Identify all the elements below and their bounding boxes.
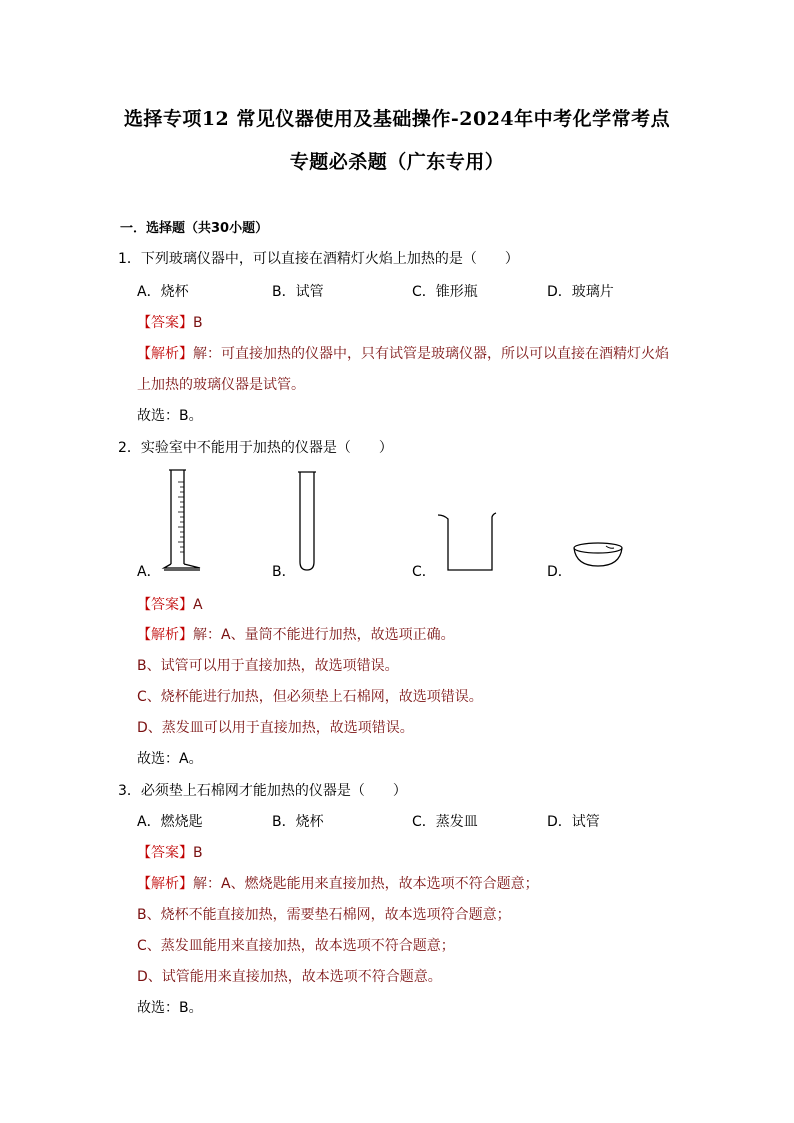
- q1-option-b: B．试管: [272, 284, 324, 300]
- q3-analysis-line1: [137, 873, 539, 893]
- q2-stem: 2．实验室中不能用于加热的仪器是（ ）: [118, 440, 393, 456]
- q3-analysis-line4: D、试管能用来直接加热，故本选项不符合题意。: [137, 969, 442, 985]
- q1-analysis-line2: 上加热的玻璃仪器是试管。: [137, 377, 305, 393]
- answer-value: B: [193, 315, 203, 331]
- q1-option-d: D．玻璃片: [547, 284, 614, 300]
- q2-analysis-line3: C、烧杯能进行加热，但必须垫上石棉网，故选项错误。: [137, 689, 483, 705]
- q1-stem: 1．下列玻璃仪器中，可以直接在酒精灯火焰上加热的是（ ）: [118, 251, 519, 267]
- q2-option-d: D．: [547, 564, 572, 580]
- q2-analysis-line4: D、蒸发皿可以用于直接加热，故选项错误。: [137, 720, 414, 736]
- q2-answer: [137, 594, 203, 614]
- analysis-tag: 【解析】: [137, 627, 193, 643]
- q1-conclusion: 故选：B。: [137, 408, 203, 424]
- q1-analysis-line1: [137, 343, 669, 363]
- q3-option-b: B．烧杯: [272, 814, 324, 830]
- q3-answer: [137, 842, 203, 862]
- section-heading: 一．选择题（共30小题）: [120, 221, 269, 236]
- analysis-text: 解：A、量筒不能进行加热，故选项正确。: [193, 627, 455, 643]
- q2-analysis-line1: [137, 624, 455, 644]
- q1-option-a: A．烧杯: [137, 284, 189, 300]
- answer-tag: 【答案】: [137, 597, 193, 613]
- q3-analysis-line2: B、烧杯不能直接加热，需要垫石棉网，故本选项符合题意；: [137, 907, 511, 923]
- analysis-tag: 【解析】: [137, 346, 193, 362]
- analysis-text: 解：可直接加热的仪器中，只有试管是玻璃仪器，所以可以直接在酒精灯火焰: [193, 346, 669, 362]
- q3-option-c: C．蒸发皿: [412, 814, 478, 830]
- q2-analysis-line2: B、试管可以用于直接加热，故选项错误。: [137, 658, 399, 674]
- answer-tag: 【答案】: [137, 845, 193, 861]
- test-tube-icon: [296, 470, 320, 574]
- answer-value: B: [193, 845, 203, 861]
- q2-option-c: C．: [412, 564, 436, 580]
- q3-stem: 3．必须垫上石棉网才能加热的仪器是（ ）: [118, 783, 407, 799]
- q1-option-c: C．锥形瓶: [412, 284, 478, 300]
- q3-option-d: D．试管: [547, 814, 600, 830]
- q1-answer: [137, 312, 203, 332]
- q2-option-b: B．: [272, 564, 296, 580]
- q3-conclusion: 故选：B。: [137, 1000, 203, 1016]
- q2-option-a: A．: [137, 564, 161, 580]
- q3-option-a: A．燃烧匙: [137, 814, 203, 830]
- graduated-cylinder-icon: [160, 468, 202, 574]
- answer-value: A: [193, 597, 203, 613]
- answer-tag: 【答案】: [137, 315, 193, 331]
- analysis-text: 解：A、燃烧匙能用来直接加热，故本选项不符合题意；: [193, 876, 539, 892]
- evaporating-dish-icon: [570, 540, 626, 570]
- q2-conclusion: 故选：A。: [137, 751, 203, 767]
- analysis-tag: 【解析】: [137, 876, 193, 892]
- doc-title-line1: 选择专项12 常见仪器使用及基础操作-2024年中考化学常考点: [123, 108, 671, 130]
- doc-title-line2: 专题必杀题（广东专用）: [289, 151, 505, 173]
- q3-analysis-line3: C、蒸发皿能用来直接加热，故本选项不符合题意；: [137, 938, 455, 954]
- beaker-icon: [436, 510, 498, 574]
